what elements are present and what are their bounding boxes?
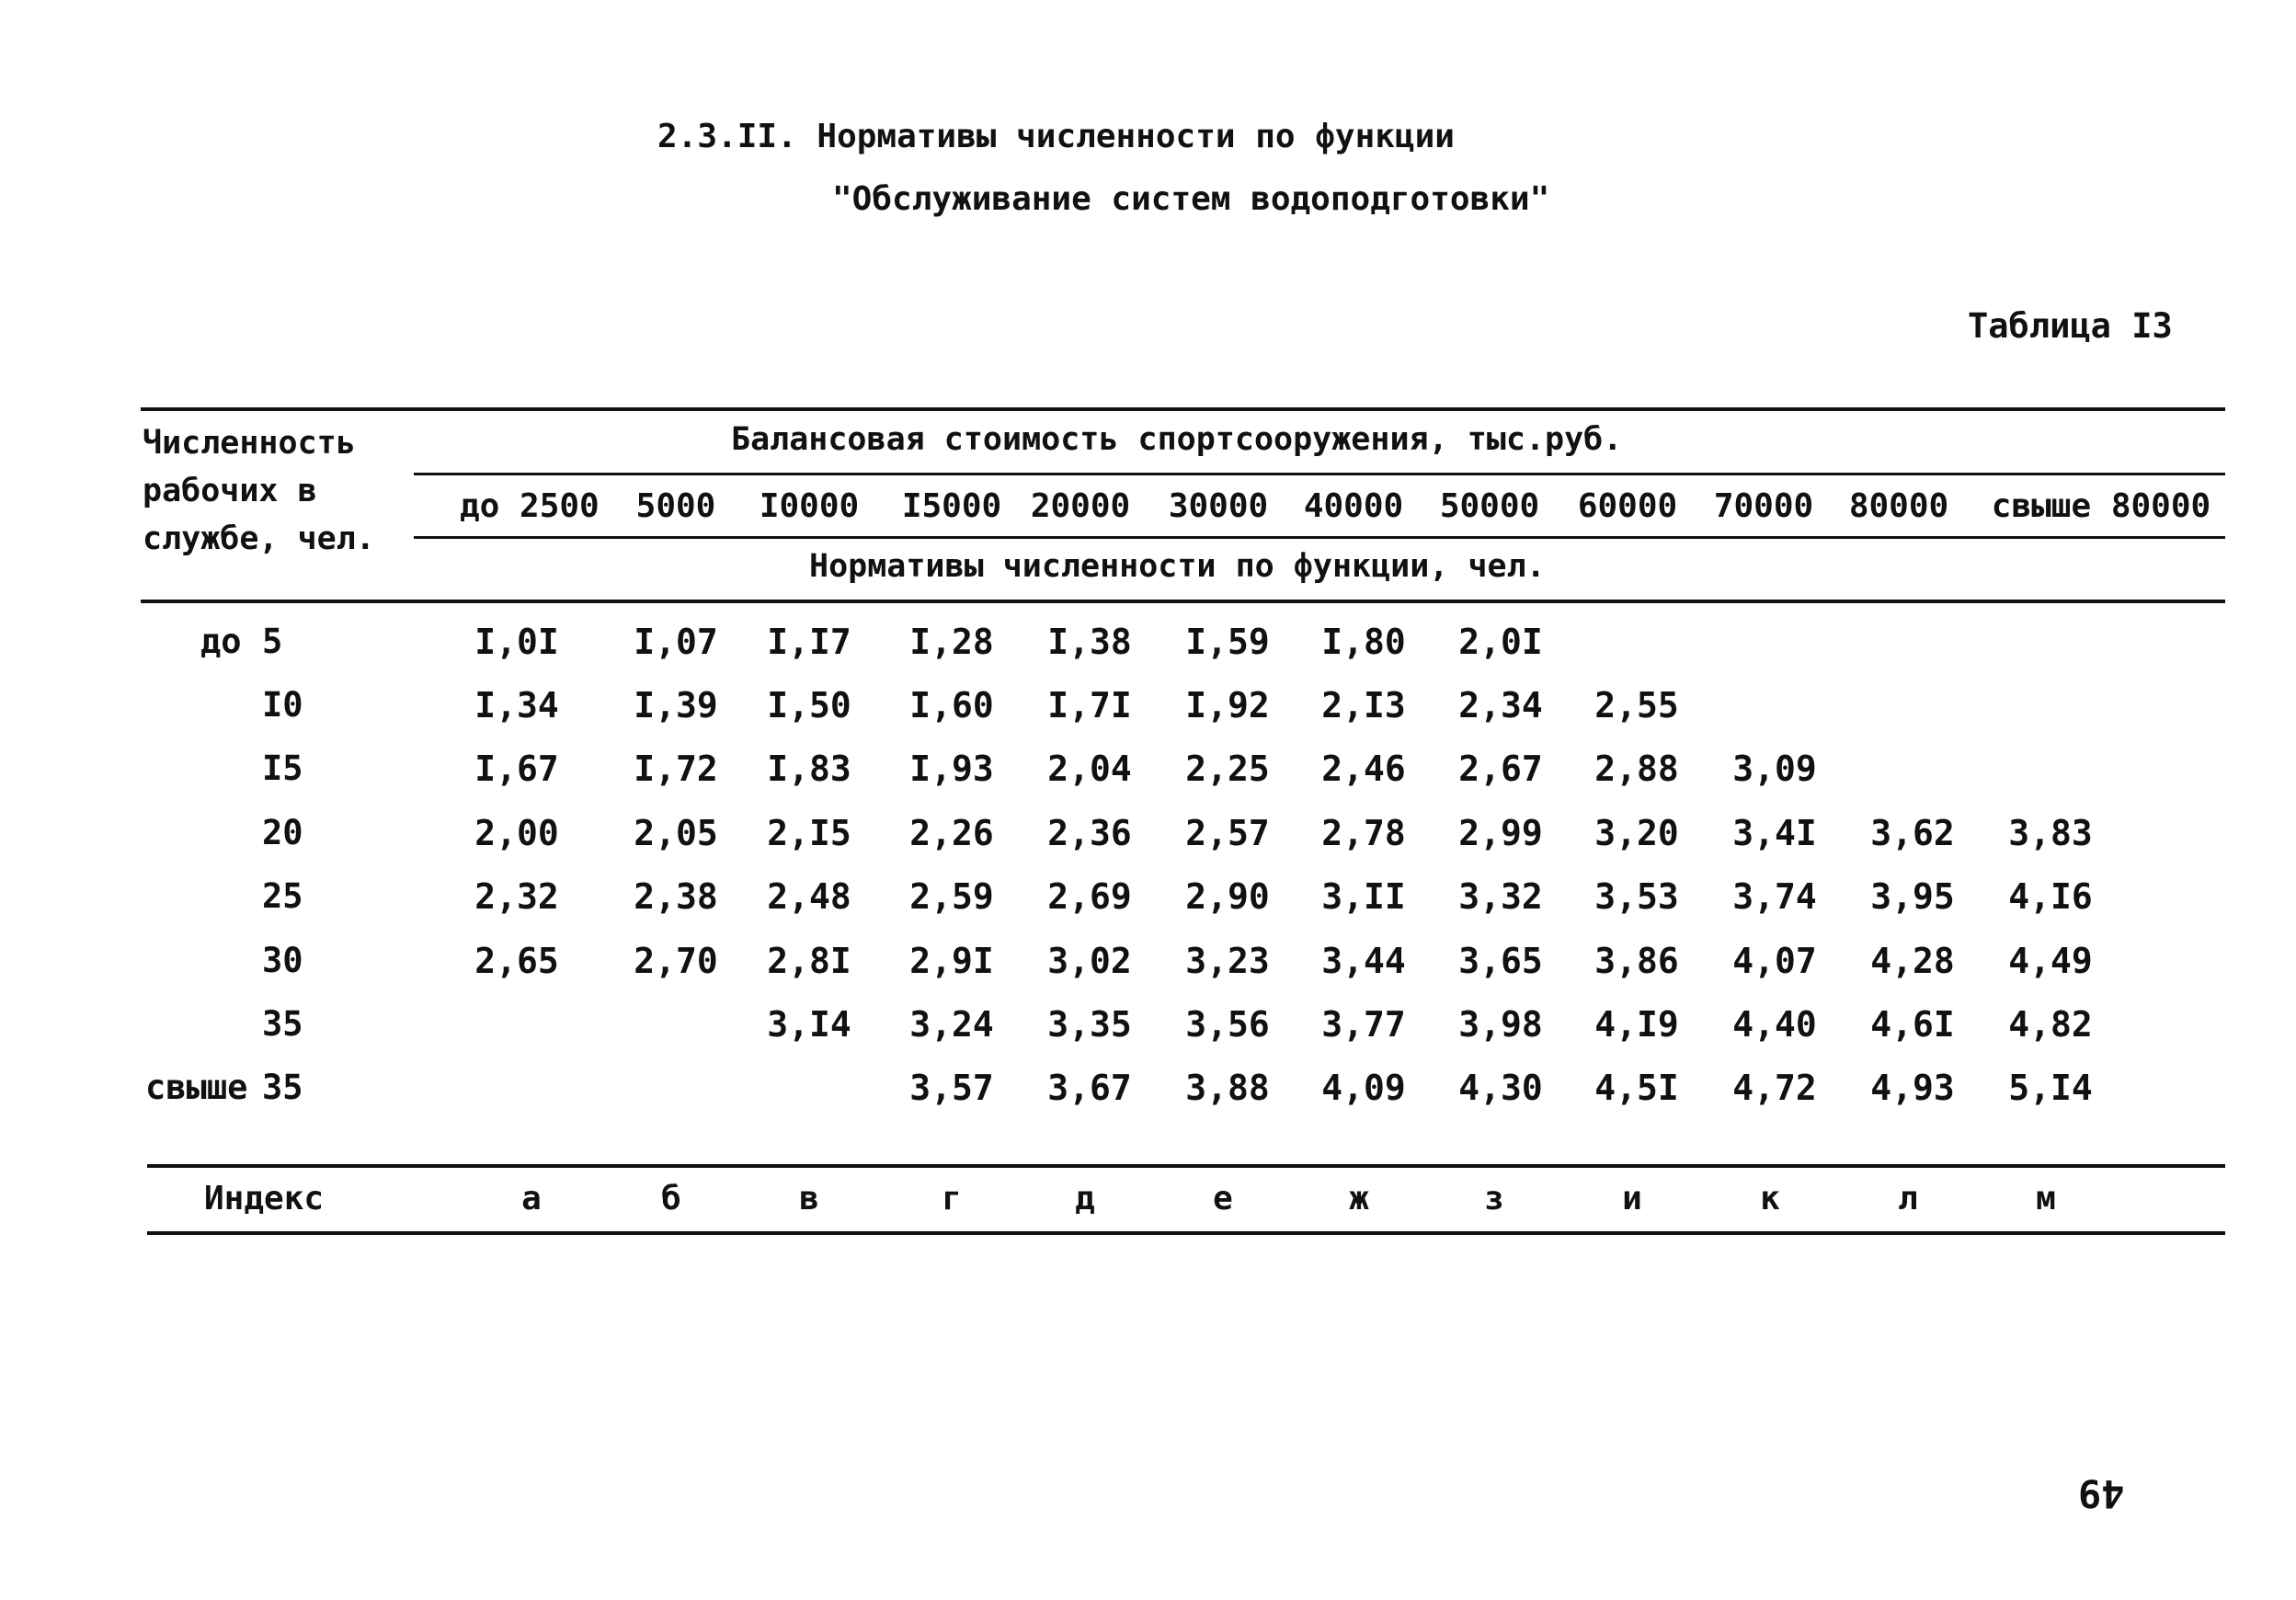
- column-header: 30000: [1168, 487, 1269, 525]
- table-cell: I,92: [1185, 685, 1270, 726]
- table-cell: 2,65: [474, 941, 559, 981]
- row-label: 35: [262, 1004, 303, 1044]
- table-cell: I,59: [1185, 622, 1270, 662]
- table-cell: 2,90: [1185, 876, 1270, 917]
- index-cell: л: [1898, 1180, 1918, 1217]
- table-cell: 4,93: [1870, 1068, 1955, 1108]
- table-cell: 4,07: [1732, 941, 1817, 981]
- norm-header: Нормативы численности по функции, чел.: [809, 548, 1546, 585]
- table-cell: 2,9I: [909, 941, 994, 981]
- column-header: 20000: [1030, 487, 1131, 525]
- table-cell: 3,83: [2008, 813, 2093, 853]
- table-cell: I,0I: [474, 622, 559, 662]
- table-cell: 2,36: [1047, 813, 1132, 853]
- table-cell: 4,40: [1732, 1004, 1817, 1045]
- table-cell: 2,55: [1594, 685, 1679, 726]
- table-cell: 4,5I: [1594, 1068, 1679, 1108]
- table-cell: 2,I3: [1321, 685, 1406, 726]
- table-cell: 3,67: [1047, 1068, 1132, 1108]
- column-header: 40000: [1303, 487, 1404, 525]
- table-cell: 4,6I: [1870, 1004, 1955, 1045]
- table-cell: I,72: [634, 749, 718, 789]
- table-cell: 4,09: [1321, 1068, 1406, 1108]
- table-cell: 2,59: [909, 876, 994, 917]
- table-cell: 2,88: [1594, 749, 1679, 789]
- column-header: I0000: [759, 487, 860, 525]
- table-cell: 4,I9: [1594, 1004, 1679, 1045]
- table-cell: I,67: [474, 749, 559, 789]
- table-cell: 2,99: [1458, 813, 1543, 853]
- table-cell: 4,49: [2008, 941, 2093, 981]
- table-cell: 2,04: [1047, 749, 1132, 789]
- table-cell: 3,II: [1321, 876, 1406, 917]
- table-cell: 2,69: [1047, 876, 1132, 917]
- table-cell: 3,56: [1185, 1004, 1270, 1045]
- table-cell: 3,09: [1732, 749, 1817, 789]
- column-header: 50000: [1439, 487, 1540, 525]
- table-cell: 2,67: [1458, 749, 1543, 789]
- table-cell: 3,57: [909, 1068, 994, 1108]
- table-cell: I,50: [767, 685, 851, 726]
- table-cell: 3,23: [1185, 941, 1270, 981]
- table-cell: 2,32: [474, 876, 559, 917]
- index-cell: ж: [1349, 1180, 1369, 1217]
- table-cell: I,83: [767, 749, 851, 789]
- column-header: до 2500: [460, 487, 600, 525]
- row-label: 35: [262, 1068, 303, 1107]
- row-label: I5: [262, 749, 303, 788]
- table-cell: 2,57: [1185, 813, 1270, 853]
- table-cell: 3,20: [1594, 813, 1679, 853]
- cost-header: Балансовая стоимость спортсооружения, тыс.руб.: [731, 421, 1623, 458]
- table-cell: 2,8I: [767, 941, 851, 981]
- row-header-line1: Численность: [143, 425, 356, 462]
- row-label: 25: [262, 876, 303, 916]
- column-header: 70000: [1713, 487, 1814, 525]
- index-cell: м: [2036, 1180, 2056, 1217]
- row-label-prefix: свыше: [145, 1068, 248, 1107]
- table-cell: 2,I5: [767, 813, 851, 853]
- index-cell: е: [1213, 1180, 1233, 1217]
- table-cell: 3,4I: [1732, 813, 1817, 853]
- row-label: I0: [262, 685, 303, 725]
- table-cell: 3,86: [1594, 941, 1679, 981]
- index-label: Индекс: [204, 1180, 325, 1217]
- table-cell: 2,0I: [1458, 622, 1543, 662]
- table-cell: 2,05: [634, 813, 718, 853]
- row-header-line3: службе, чел.: [143, 520, 375, 557]
- table-cell: 2,25: [1185, 749, 1270, 789]
- table-cell: 5,I4: [2008, 1068, 2093, 1108]
- table-cell: 2,70: [634, 941, 718, 981]
- table-cell: 2,38: [634, 876, 718, 917]
- row-label: 20: [262, 813, 303, 852]
- table-cell: I,I7: [767, 622, 851, 662]
- row-header: [143, 419, 375, 563]
- index-cell: з: [1484, 1180, 1504, 1217]
- index-top-rule: [147, 1164, 2225, 1168]
- table-cell: 3,44: [1321, 941, 1406, 981]
- table-cell: I,39: [634, 685, 718, 726]
- table-cell: 2,26: [909, 813, 994, 853]
- table-cell: 2,00: [474, 813, 559, 853]
- index-cell: б: [661, 1180, 681, 1217]
- column-header: свыше 80000: [1991, 487, 2211, 525]
- table-cell: I,93: [909, 749, 994, 789]
- column-header: 5000: [635, 487, 716, 525]
- table-cell: I,07: [634, 622, 718, 662]
- table-cell: 4,30: [1458, 1068, 1543, 1108]
- table-label: Таблица I3: [1968, 306, 2173, 346]
- table-cell: 3,02: [1047, 941, 1132, 981]
- row-label-prefix: до: [200, 622, 242, 661]
- table-cell: 3,98: [1458, 1004, 1543, 1045]
- page-number: 49: [2078, 1471, 2125, 1516]
- section-subtitle: "Обслуживание систем водоподготовки": [832, 180, 1550, 218]
- index-cell: к: [1760, 1180, 1780, 1217]
- table-cell: 2,46: [1321, 749, 1406, 789]
- table-cell: 4,28: [1870, 941, 1955, 981]
- table-top-rule: [141, 407, 2225, 411]
- index-cell: а: [521, 1180, 542, 1217]
- table-cell: I,80: [1321, 622, 1406, 662]
- table-cell: 2,48: [767, 876, 851, 917]
- table-cell: 4,I6: [2008, 876, 2093, 917]
- table-cell: 3,62: [1870, 813, 1955, 853]
- header-mid-rule: [414, 473, 2225, 475]
- table-cell: I,34: [474, 685, 559, 726]
- header-bottom-rule: [141, 600, 2225, 603]
- table-cell: 3,35: [1047, 1004, 1132, 1045]
- column-header: I5000: [901, 487, 1002, 525]
- table-cell: 4,72: [1732, 1068, 1817, 1108]
- table-cell: I,7I: [1047, 685, 1132, 726]
- index-cell: д: [1075, 1180, 1095, 1217]
- index-cell: в: [799, 1180, 819, 1217]
- column-header: 80000: [1848, 487, 1949, 525]
- row-header-line2: рабочих в: [143, 473, 317, 509]
- table-cell: 3,95: [1870, 876, 1955, 917]
- row-label: 30: [262, 941, 303, 980]
- header-sub-rule: [414, 536, 2225, 539]
- table-bottom-rule: [147, 1231, 2225, 1235]
- table-cell: I,38: [1047, 622, 1132, 662]
- table-cell: 3,77: [1321, 1004, 1406, 1045]
- table-cell: 3,65: [1458, 941, 1543, 981]
- section-title: 2.3.II. Нормативы численности по функции: [657, 118, 1455, 155]
- table-cell: 3,I4: [767, 1004, 851, 1045]
- table-cell: 3,24: [909, 1004, 994, 1045]
- table-cell: 3,88: [1185, 1068, 1270, 1108]
- table-cell: 2,34: [1458, 685, 1543, 726]
- column-header: 60000: [1577, 487, 1678, 525]
- table-cell: 2,78: [1321, 813, 1406, 853]
- index-cell: и: [1622, 1180, 1642, 1217]
- table-cell: 4,82: [2008, 1004, 2093, 1045]
- table-cell: 3,74: [1732, 876, 1817, 917]
- table-cell: 3,53: [1594, 876, 1679, 917]
- row-label: 5: [262, 622, 283, 661]
- table-cell: 3,32: [1458, 876, 1543, 917]
- table-cell: I,60: [909, 685, 994, 726]
- table-cell: I,28: [909, 622, 994, 662]
- index-cell: г: [942, 1180, 962, 1217]
